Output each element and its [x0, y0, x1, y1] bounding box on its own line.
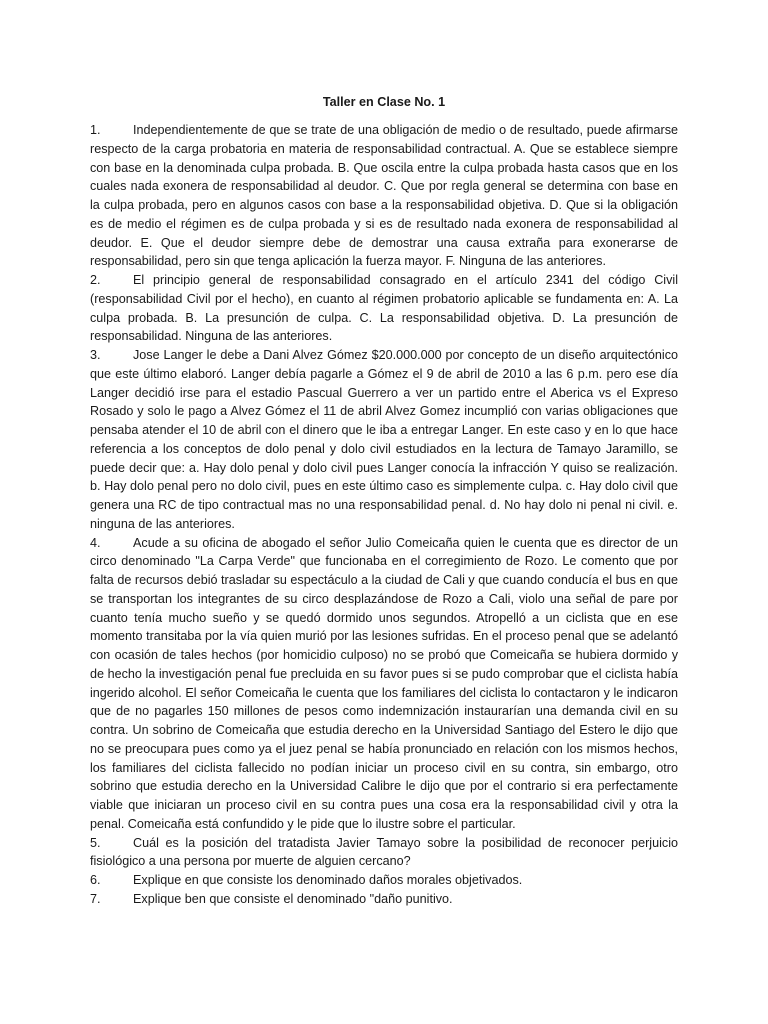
question-number: 3. [90, 348, 101, 362]
question-number: 7. [90, 891, 101, 906]
document-page [90, 93, 678, 909]
question-4 [90, 534, 678, 834]
question-number: 5. [90, 835, 101, 850]
question-text: Acude a su oficina de abogado el señor Julio Comeicaña quien le cuenta que es director de un circo denominado "La Carpa Verde" que funcionaba en el corregimiento de Rozo. Le comento que por falta de recursos debió trasladar su espectáculo a la ciudad de Cali y que cuando conducía el bus en que se transportan los integrantes de su circo desplazándose de Rozo a Cali, violo una señal de pare por cuanto tenía mucho sueño y se quedó dormido unos segundos. Atropelló a un ciclista que en ese momento transitaba por la vía quien murió por las lesiones sufridas. En el proceso penal que se adelantó con ocasión de tales hechos (por homicidio culposo) no se probó que Comeicaña se hubiera dormido y de hecho la investigación penal fue precluida en su favor pues si se pudo comprobar que el ciclista había ingerido alcohol. El señor Comeicaña le cuenta que los familiares del ciclista lo contactaron y le indicaron que de no pagarles 150 millones de pesos como indemnización instaurarían una demanda civil en su contra. Un sobrino de Comeicaña que estudia derecho en la Universidad Santiago del Estero le dijo que no se preocupara pues como ya el juez penal se había pronunciado en relación con los mismos hechos, los familiares del ciclista fallecido no podían iniciar un proceso civil en su contra, sin embargo, otro sobrino que estudia derecho en la Universidad Calibre le dijo que por el contrario si era perfectamente viable que iniciaran un proceso civil en su contra pues una cosa era la responsabilidad civil y otra la penal. Comeicaña está confundido y le pide que lo ilustre sobre el particular. [90, 535, 678, 831]
question-text: Independientemente de que se trate de una obligación de medio o de resultado, puede afirmarse respecto de la carga probatoria en materia de responsabilidad contractual. A. Que se establece siempre con base en la denominada culpa probada. B. Que oscila entre la culpa probada hasta casos que en los cuales nada exonera de responsabilidad al deudor. C. Que por regla general se determina con base en la culpa probada, pero en algunos casos con base a la responsabilidad objetiva. D. Que si la obligación es de medio el régimen es de culpa probada y si es de resultado nada exonera de responsabilidad al deudor. E. Que el deudor siempre debe de demostrar una causa extraña para exonerarse de responsabilidad, pero sin que tenga aplicación la fuerza mayor. F. Ninguna de las anteriores. [90, 123, 678, 269]
question-6 [90, 871, 678, 890]
question-number: 4. [90, 535, 101, 550]
question-1 [90, 121, 678, 271]
question-7 [90, 890, 678, 909]
question-2 [90, 271, 678, 346]
question-number: 6. [90, 873, 101, 887]
question-text: El principio general de responsabilidad consagrado en el artículo 2341 del código Civil (responsabilidad Civil por el hecho), en cuanto al régimen probatorio aplicable se fundamenta en: A. La culpa probada. B. La presunción de culpa. C. La responsabilidad objetiva. D. La presunción de responsabilidad. Ninguna de las anteriores. [90, 273, 678, 344]
question-number: 2. [90, 273, 101, 287]
question-text: Cuál es la posición del tratadista Javier Tamayo sobre la posibilidad de reconocer perjuicio fisiológico a una persona por muerte de alguien cercano? [90, 835, 678, 869]
question-number: 1. [90, 123, 101, 137]
question-3 [90, 346, 678, 534]
question-text: Explique en que consiste los denominado daños morales objetivados. [133, 873, 523, 887]
question-text: Explique ben que consiste el denominado "daño punitivo. [133, 891, 453, 906]
document-title: Taller en Clase No. 1 [322, 95, 446, 109]
question-text: Jose Langer le debe a Dani Alvez Gómez $20.000.000 por concepto de un diseño arquitectónico que este último elaboró. Langer debía pagarle a Gómez el 9 de abril de 2010 a las 6 p.m. pero ese día Langer decidió irse para el estadio Pascual Guerrero a ver un partido entre el Aberica vs el Expreso Rosado y solo le pago a Alvez Gómez el 11 de abril Alvez Gomez incumplió con varias obligaciones que pensaba atender el 10 de abril con el dinero que le iba a entregar Langer. En este caso y en lo que hace referencia a los conceptos de dolo penal y dolo civil estudiados en la lectura de Tamayo Jaramillo, se puede decir que: a. Hay dolo penal y dolo civil pues Langer conocía la infracción Y quiso se realización. b. Hay dolo penal pero no dolo civil, pues en este último caso es simplemente culpa. c. Hay dolo civil que genera una RC de tipo contractual mas no una responsabilidad penal. d. No hay dolo ni penal ni civil. e. ninguna de las anteriores. [90, 348, 678, 531]
question-5 [90, 834, 678, 872]
